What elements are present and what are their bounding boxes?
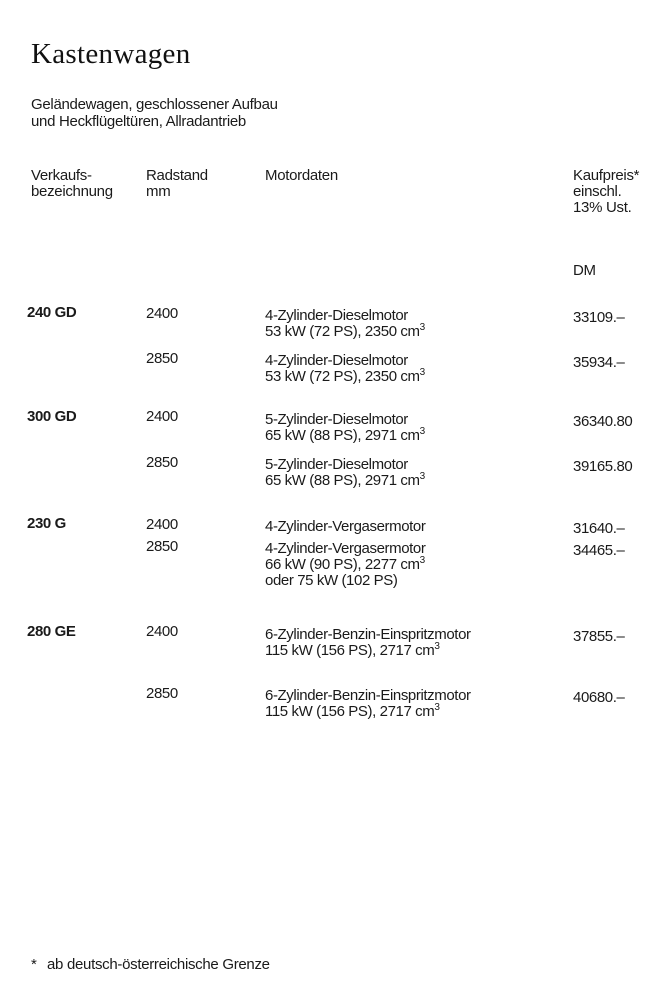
wheelbase-value: 2850 [146,538,178,555]
engine-type: 4-Zylinder-Vergasermotor [265,518,426,535]
engine-type: 4-Zylinder-Dieselmotor [265,352,408,369]
engine-data [265,457,425,489]
engine-data [265,353,425,385]
header-wheelbase [146,168,208,200]
engine-type: 5-Zylinder-Dieselmotor [265,456,408,473]
engine-spec: 115 kW (156 PS), 2717 $cm^3$ [265,641,440,659]
wheelbase-value: 2400 [146,408,178,425]
subtitle-line: und Heckflügeltüren, Allradantrieb [31,113,246,130]
cubic-superscript: 3 [419,367,425,378]
cubic-superscript: 3 [419,426,425,437]
price-value: 37855.– [573,628,625,645]
cubic-superscript: 3 [419,555,425,566]
engine-type: 6-Zylinder-Benzin-Einspritzmotor [265,687,471,704]
engine-alt-spec: oder 75 kW (102 PS) [265,572,398,589]
header-designation [31,168,113,200]
cubic-superscript: 3 [434,641,440,652]
currency-label: DM [573,262,596,279]
price-value: 33109.– [573,309,625,326]
engine-type: 5-Zylinder-Dieselmotor [265,411,408,428]
model-name: 230 G [27,515,66,532]
engine-spec: 115 kW (156 PS), 2717 $cm^3$ [265,702,440,720]
price-value: 39165.80 [573,458,633,475]
engine-data [265,688,471,720]
price-value: 40680.– [573,689,625,706]
engine-spec: 65 kW (88 PS), 2971 $cm^3$ [265,471,425,489]
engine-spec: 65 kW (88 PS), 2971 $cm^3$ [265,426,425,444]
header-price-line: einschl. [573,183,622,200]
price-value: 36340.80 [573,413,633,430]
price-value: 34465.– [573,542,625,559]
header-engine-line: Motordaten [265,167,338,184]
wheelbase-value: 2850 [146,454,178,471]
header-wheelbase-line: mm [146,183,171,200]
header-engine [265,168,338,184]
wheelbase-value: 2400 [146,623,178,640]
wheelbase-value: 2850 [146,685,178,702]
price-value: 35934.– [573,354,625,371]
header-price-line: 13% Ust. [573,199,632,216]
engine-spec: 53 kW (72 PS), 2350 $cm^3$ [265,322,425,340]
header-wheelbase-line: Radstand [146,167,208,184]
subtitle [31,96,278,130]
header-price-line: Kaufpreis* [573,167,640,184]
model-name: 240 GD [27,304,77,321]
wheelbase-value: 2400 [146,305,178,322]
footnote [31,956,270,973]
engine-type: 6-Zylinder-Benzin-Einspritzmotor [265,626,471,643]
header-designation-line: Verkaufs- [31,167,92,184]
engine-spec: 53 kW (72 PS), 2350 $cm^3$ [265,367,425,385]
engine-data [265,412,425,444]
engine-spec: 66 kW (90 PS), 2277 $cm^3$ [265,555,425,573]
page-title: Kastenwagen [31,38,191,70]
model-name: 300 GD [27,408,77,425]
engine-type: 4-Zylinder-Dieselmotor [265,307,408,324]
subtitle-line: Geländewagen, geschlossener Aufbau [31,96,278,113]
cubic-superscript: 3 [419,471,425,482]
engine-type: 4-Zylinder-Vergasermotor [265,540,426,557]
cubic-superscript: 3 [434,702,440,713]
header-price [573,168,639,216]
model-name: 280 GE [27,623,76,640]
cubic-superscript: 3 [419,322,425,333]
engine-data [265,541,425,589]
wheelbase-value: 2850 [146,350,178,367]
engine-data [265,519,425,535]
header-designation-line: bezeichnung [31,183,113,200]
wheelbase-value: 2400 [146,516,178,533]
footnote-text: ab deutsch-österreichische Grenze [47,956,270,973]
price-value: 31640.– [573,520,625,537]
engine-data [265,627,471,659]
engine-data [265,308,425,340]
footnote-mark: * [31,956,37,973]
